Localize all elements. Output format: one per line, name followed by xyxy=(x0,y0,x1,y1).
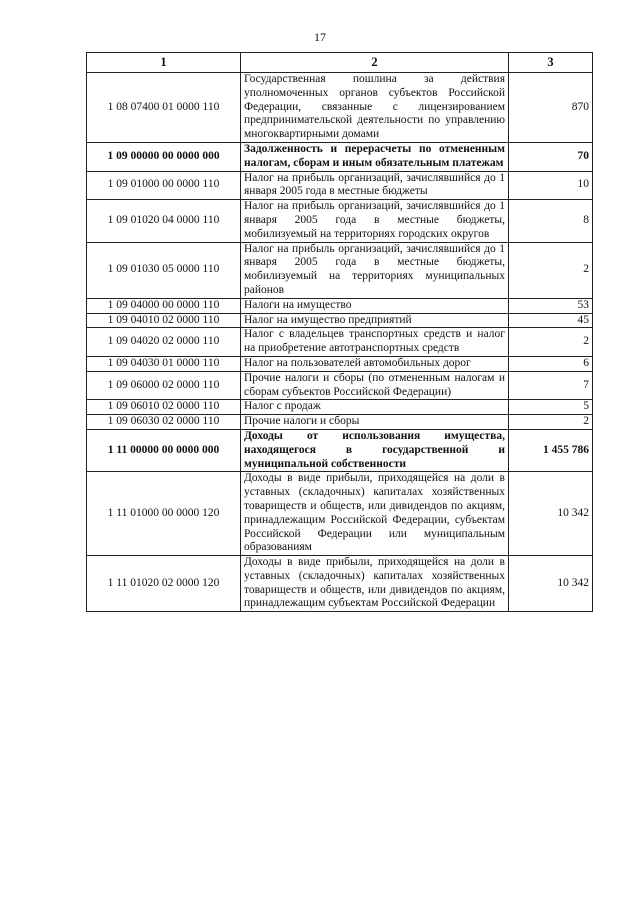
column-header-code: 1 xyxy=(87,53,241,73)
row-name: Задолженность и перерасчеты по отмененным налогам, сборам и иным обязательным платежам xyxy=(241,142,509,171)
table-row xyxy=(87,556,593,612)
table-row xyxy=(87,171,593,200)
row-name: Налог на прибыль организаций, зачислявшийся до 1 января 2005 года в местные бюджеты, мобилизуемый на территориях городских округов xyxy=(241,200,509,242)
table-row xyxy=(87,356,593,371)
row-name: Прочие налоги и сборы (по отмененным налогам и сборам субъектов Российской Федерации) xyxy=(241,371,509,400)
table-row xyxy=(87,472,593,556)
row-code: 1 11 00000 00 0000 000 xyxy=(87,429,241,471)
row-code: 1 09 06030 02 0000 110 xyxy=(87,415,241,430)
row-name: Налог на прибыль организаций, зачислявшийся до 1 января 2005 года в местные бюджеты, мобилизуемый на территориях муниципальных районов xyxy=(241,242,509,298)
row-amount: 53 xyxy=(509,298,593,313)
row-code: 1 08 07400 01 0000 110 xyxy=(87,73,241,143)
row-code: 1 09 04020 02 0000 110 xyxy=(87,328,241,357)
table-row xyxy=(87,371,593,400)
row-code: 1 09 06010 02 0000 110 xyxy=(87,400,241,415)
row-code: 1 09 01000 00 0000 110 xyxy=(87,171,241,200)
row-amount: 5 xyxy=(509,400,593,415)
row-code: 1 09 01020 04 0000 110 xyxy=(87,200,241,242)
row-code: 1 11 01000 00 0000 120 xyxy=(87,472,241,556)
row-name: Государственная пошлина за действия уполномоченных органов субъектов Российской Федерации, связанные с лицензированием предпринимательской деятельности по управлению многоквартирными домами xyxy=(241,73,509,143)
row-name: Доходы от использования имущества, находящегося в государственной и муниципальной собственности xyxy=(241,429,509,471)
page-number: 17 xyxy=(314,30,326,44)
row-name: Прочие налоги и сборы xyxy=(241,415,509,430)
column-header-name: 2 xyxy=(241,53,509,73)
row-amount: 10 342 xyxy=(509,556,593,612)
table-row xyxy=(87,298,593,313)
row-amount: 7 xyxy=(509,371,593,400)
row-amount: 2 xyxy=(509,242,593,298)
budget-revenue-table xyxy=(86,52,593,612)
table-row xyxy=(87,328,593,357)
row-code: 1 09 01030 05 0000 110 xyxy=(87,242,241,298)
row-code: 1 09 04000 00 0000 110 xyxy=(87,298,241,313)
row-name: Доходы в виде прибыли, приходящейся на доли в уставных (складочных) капиталах хозяйственных товариществ и обществ, или дивидендов по акциям, принадлежащим субъектам Российской Федерации xyxy=(241,556,509,612)
table-header-row xyxy=(87,53,593,73)
table-row xyxy=(87,242,593,298)
table-row xyxy=(87,73,593,143)
row-code: 1 09 06000 02 0000 110 xyxy=(87,371,241,400)
row-code: 1 11 01020 02 0000 120 xyxy=(87,556,241,612)
row-amount: 45 xyxy=(509,313,593,328)
table-row xyxy=(87,313,593,328)
row-name: Налог с владельцев транспортных средств и налог на приобретение автотранспортных средств xyxy=(241,328,509,357)
row-amount: 8 xyxy=(509,200,593,242)
row-amount: 870 xyxy=(509,73,593,143)
table-row xyxy=(87,429,593,471)
row-name: Налог на имущество предприятий xyxy=(241,313,509,328)
row-name: Налог на пользователей автомобильных дорог xyxy=(241,356,509,371)
column-header-amount: 3 xyxy=(509,53,593,73)
row-code: 1 09 00000 00 0000 000 xyxy=(87,142,241,171)
row-code: 1 09 04030 01 0000 110 xyxy=(87,356,241,371)
row-amount: 10 xyxy=(509,171,593,200)
table-row xyxy=(87,142,593,171)
table-row xyxy=(87,400,593,415)
row-name: Налог на прибыль организаций, зачислявшийся до 1 января 2005 года в местные бюджеты xyxy=(241,171,509,200)
row-amount: 1 455 786 xyxy=(509,429,593,471)
row-name: Доходы в виде прибыли, приходящейся на доли в уставных (складочных) капиталах хозяйственных товариществ и обществ, или дивидендов по акциям, принадлежащим Российской Федерации, субъектам Российской Федерации или муниципальным образованиям xyxy=(241,472,509,556)
row-amount: 2 xyxy=(509,328,593,357)
row-name: Налоги на имущество xyxy=(241,298,509,313)
row-amount: 10 342 xyxy=(509,472,593,556)
row-code: 1 09 04010 02 0000 110 xyxy=(87,313,241,328)
table-row xyxy=(87,415,593,430)
table-row xyxy=(87,200,593,242)
row-name: Налог с продаж xyxy=(241,400,509,415)
row-amount: 6 xyxy=(509,356,593,371)
row-amount: 2 xyxy=(509,415,593,430)
row-amount: 70 xyxy=(509,142,593,171)
